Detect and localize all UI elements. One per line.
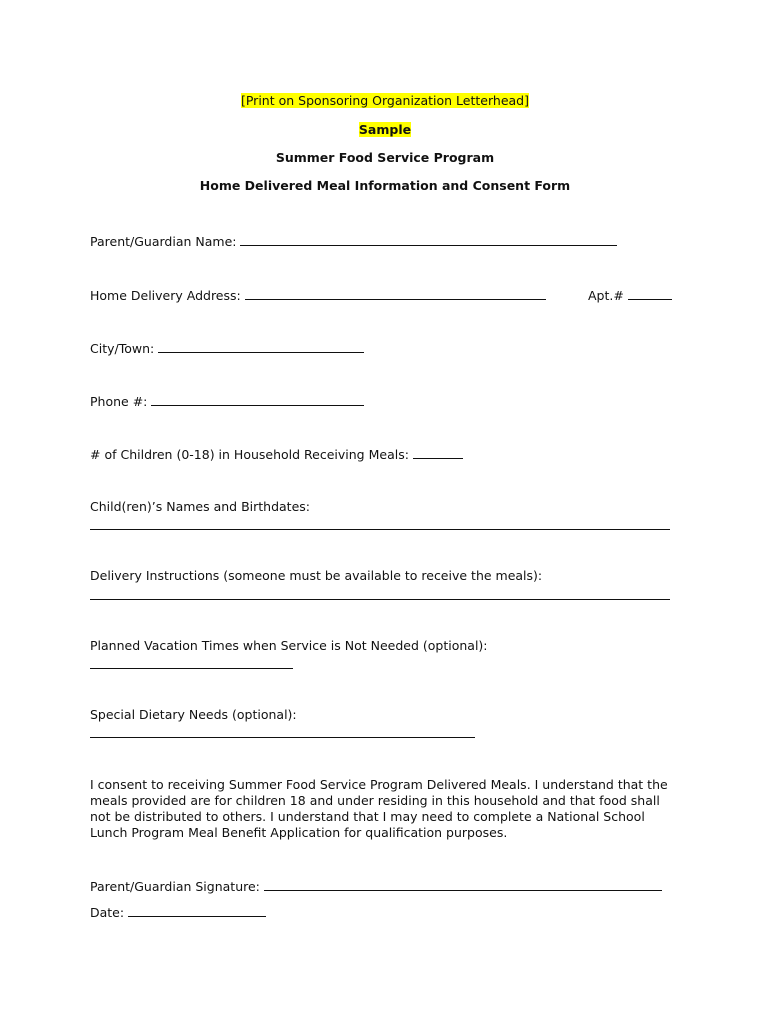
program-title: Summer Food Service Program xyxy=(275,150,495,165)
delivery-instructions-label: Delivery Instructions (someone must be available to receive the meals): xyxy=(90,568,543,583)
consent-paragraph xyxy=(90,777,680,841)
sample-label-row xyxy=(0,122,770,138)
apt-row xyxy=(588,287,672,304)
parent-name-field[interactable] xyxy=(240,233,617,246)
consent-line-3: not be distributed to others. I understand that I may need to complete a National School xyxy=(90,809,645,824)
dietary-label: Special Dietary Needs (optional): xyxy=(90,707,297,722)
city-label: City/Town: xyxy=(90,341,155,356)
letterhead-note: [Print on Sponsoring Organization Letterhead] xyxy=(240,93,529,108)
city-field[interactable] xyxy=(158,340,364,353)
apt-field[interactable] xyxy=(628,287,672,300)
address-row xyxy=(90,287,546,304)
signature-field[interactable] xyxy=(264,878,662,891)
children-count-label: # of Children (0-18) in Household Receiving Meals: xyxy=(90,447,409,462)
children-names-field[interactable] xyxy=(90,529,670,530)
phone-field[interactable] xyxy=(151,393,364,406)
phone-row xyxy=(90,393,364,410)
date-row xyxy=(90,904,266,921)
parent-name-row xyxy=(90,233,617,250)
signature-label: Parent/Guardian Signature: xyxy=(90,879,260,894)
consent-line-4: Lunch Program Meal Benefit Application for qualification purposes. xyxy=(90,825,508,840)
consent-line-1: I consent to receiving Summer Food Service Program Delivered Meals. I understand that the xyxy=(90,777,668,792)
vacation-label: Planned Vacation Times when Service is Not Needed (optional): xyxy=(90,638,488,653)
date-field[interactable] xyxy=(128,904,266,917)
date-label: Date: xyxy=(90,905,125,920)
apt-label: Apt.# xyxy=(588,288,624,303)
children-count-field[interactable] xyxy=(413,446,463,459)
consent-line-2: meals provided are for children 18 and under residing in this household and that food shall xyxy=(90,793,660,808)
signature-row xyxy=(90,878,662,895)
phone-label: Phone #: xyxy=(90,394,148,409)
delivery-instructions-field[interactable] xyxy=(90,599,670,600)
city-row xyxy=(90,340,364,357)
vacation-field[interactable] xyxy=(90,668,293,669)
dietary-field[interactable] xyxy=(90,737,475,738)
address-field[interactable] xyxy=(245,287,546,300)
parent-name-label: Parent/Guardian Name: xyxy=(90,234,237,249)
children-names-label: Child(ren)’s Names and Birthdates: xyxy=(90,499,310,514)
form-title: Home Delivered Meal Information and Consent Form xyxy=(199,178,571,193)
letterhead-note-row xyxy=(0,93,770,109)
children-count-row xyxy=(90,446,463,463)
sample-label: Sample xyxy=(358,122,412,137)
address-label: Home Delivery Address: xyxy=(90,288,241,303)
